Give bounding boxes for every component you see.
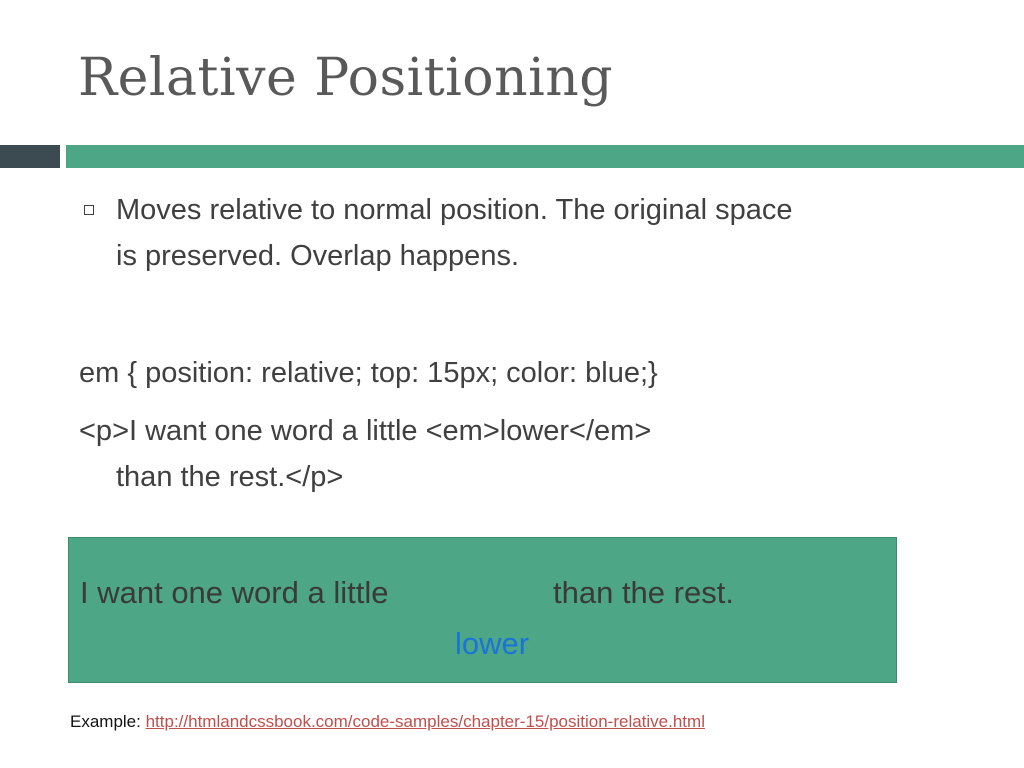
demo-text-before: I want one word a little xyxy=(80,575,389,610)
bullet-square-icon xyxy=(84,205,94,215)
example-label: Example: xyxy=(70,712,146,731)
title-underline-dark xyxy=(0,145,60,168)
demo-output-box xyxy=(68,537,897,683)
example-link[interactable]: http://htmlandcssbook.com/code-samples/chapter-15/position-relative.html xyxy=(145,712,705,731)
title-underline-green xyxy=(66,145,1024,168)
css-rule-text: em { position: relative; top: 15px; color: blue;} xyxy=(79,357,658,389)
bullet-text-line2: is preserved. Overlap happens. xyxy=(116,240,519,272)
bullet-text-line1: Moves relative to normal position. The original space xyxy=(116,194,793,226)
html-code-line1: <p>I want one word a little <em>lower</em> xyxy=(79,415,652,447)
slide-title: Relative Positioning xyxy=(78,48,614,108)
demo-emphasized-word: lower xyxy=(455,626,530,661)
html-code-line2: than the rest.</p> xyxy=(116,461,344,493)
demo-text-after: than the rest. xyxy=(553,575,734,610)
example-footer xyxy=(70,712,705,732)
